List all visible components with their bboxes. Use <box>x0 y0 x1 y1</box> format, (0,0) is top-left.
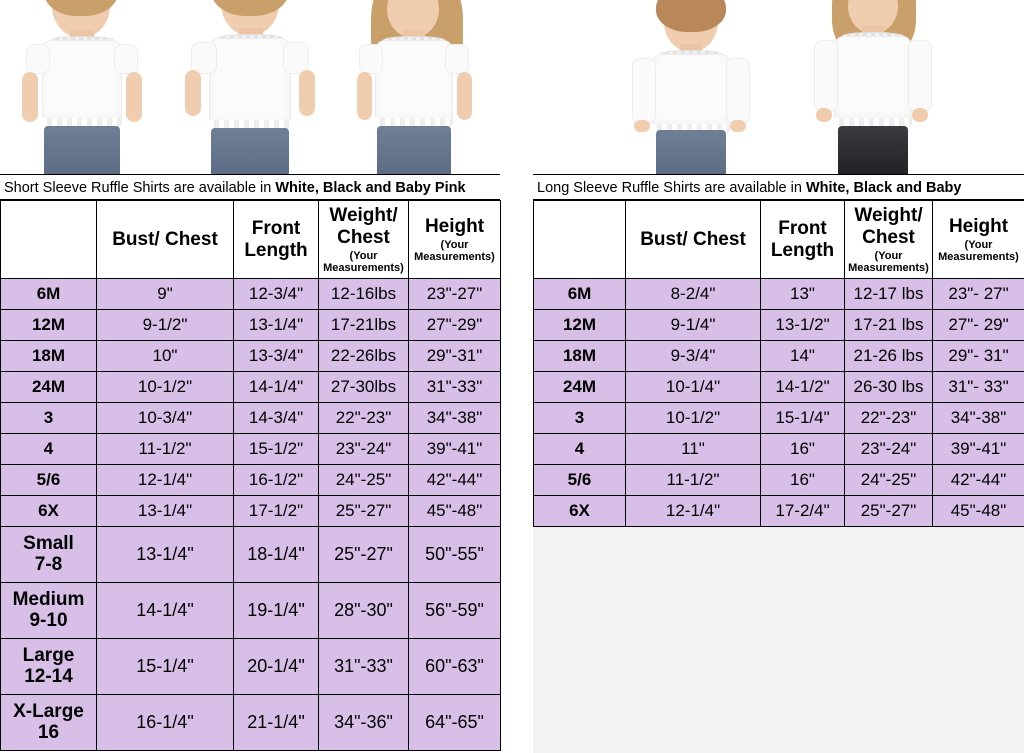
row-height: 31"-33" <box>409 372 501 403</box>
column-header-front-length <box>234 201 319 279</box>
row-front-length: 13" <box>761 279 845 310</box>
column-header-weight-chest <box>319 201 409 279</box>
row-front-length: 17-2/4" <box>761 496 845 527</box>
table-row <box>1 639 501 695</box>
table-row <box>534 496 1024 527</box>
row-front-length: 14-3/4" <box>234 403 319 434</box>
empty-area <box>533 527 1024 753</box>
long-sleeve-size-table <box>533 200 1024 527</box>
row-weight-chest: 25"-27" <box>845 496 933 527</box>
row-height: 64"-65" <box>409 695 501 751</box>
row-size-label: 3 <box>534 403 626 434</box>
long-sleeve-table-head <box>534 201 1024 279</box>
row-height: 56"-59" <box>409 583 501 639</box>
column-header-front-length-label: Front Length <box>771 218 834 261</box>
row-bust: 11-1/2" <box>626 465 761 496</box>
panel-gutter <box>500 0 533 725</box>
row-weight-chest: 25"-27" <box>319 496 409 527</box>
row-front-length: 21-1/4" <box>234 695 319 751</box>
row-bust: 9" <box>97 279 234 310</box>
row-size-label: 4 <box>1 434 97 465</box>
row-size-label: 5/6 <box>534 465 626 496</box>
row-front-length: 17-1/2" <box>234 496 319 527</box>
table-row <box>534 341 1024 372</box>
table-row <box>534 403 1024 434</box>
row-front-length: 19-1/4" <box>234 583 319 639</box>
column-header-height-sub: (Your Measurements) <box>935 240 1022 263</box>
row-height: 27"-29" <box>409 310 501 341</box>
row-height: 27"- 29" <box>933 310 1024 341</box>
row-bust: 10-3/4" <box>97 403 234 434</box>
row-bust: 13-1/4" <box>97 496 234 527</box>
row-height: 50"-55" <box>409 527 501 583</box>
row-weight-chest: 24"-25" <box>319 465 409 496</box>
column-header-height <box>409 201 501 279</box>
column-header-weight-chest-label: Weight/ Chest <box>854 205 922 248</box>
row-bust: 10-1/2" <box>97 372 234 403</box>
row-size-label: 24M <box>1 372 97 403</box>
column-header-weight-chest <box>845 201 933 279</box>
row-front-length: 18-1/4" <box>234 527 319 583</box>
row-height: 42"-44" <box>409 465 501 496</box>
short-sleeve-caption-prefix: Short Sleeve Ruffle Shirts are available in <box>4 180 275 196</box>
row-bust: 9-3/4" <box>626 341 761 372</box>
model-photo-3 <box>335 0 500 174</box>
row-weight-chest: 23"-24" <box>845 434 933 465</box>
column-header-weight-chest-sub: (Your Measurements) <box>847 251 930 274</box>
model-photo-2 <box>165 0 335 174</box>
table-row <box>1 496 501 527</box>
row-size-label: Small 7-8 <box>1 527 97 583</box>
table-row <box>1 527 501 583</box>
short-sleeve-photo-strip <box>0 0 500 174</box>
row-size-label: 12M <box>534 310 626 341</box>
column-header-bust <box>626 201 761 279</box>
column-header-height-sub: (Your Measurements) <box>411 240 498 263</box>
column-header-bust <box>97 201 234 279</box>
row-front-length: 13-1/2" <box>761 310 845 341</box>
row-size-label: 3 <box>1 403 97 434</box>
short-sleeve-caption-colors: White, Black and Baby Pink <box>275 180 465 196</box>
column-header-height-label: Height <box>425 216 484 237</box>
row-weight-chest: 21-26 lbs <box>845 341 933 372</box>
row-size-label: 4 <box>534 434 626 465</box>
row-front-length: 15-1/4" <box>761 403 845 434</box>
row-bust: 11-1/2" <box>97 434 234 465</box>
model-photo-5 <box>784 0 964 174</box>
row-front-length: 20-1/4" <box>234 639 319 695</box>
table-row <box>1 465 501 496</box>
column-header-height-label: Height <box>949 216 1008 237</box>
short-sleeve-table-head <box>1 201 501 279</box>
table-row <box>1 583 501 639</box>
row-weight-chest: 26-30 lbs <box>845 372 933 403</box>
table-row <box>1 341 501 372</box>
row-bust: 11" <box>626 434 761 465</box>
row-front-length: 16" <box>761 465 845 496</box>
long-sleeve-caption-colors: White, Black and Baby <box>806 180 962 196</box>
row-front-length: 16-1/2" <box>234 465 319 496</box>
row-front-length: 14" <box>761 341 845 372</box>
row-weight-chest: 12-17 lbs <box>845 279 933 310</box>
table-header-row <box>534 201 1024 279</box>
row-weight-chest: 22-26lbs <box>319 341 409 372</box>
row-size-label: 12M <box>1 310 97 341</box>
column-header-height <box>933 201 1024 279</box>
row-bust: 9-1/2" <box>97 310 234 341</box>
row-weight-chest: 31"-33" <box>319 639 409 695</box>
row-bust: 15-1/4" <box>97 639 234 695</box>
table-header-row <box>1 201 501 279</box>
row-weight-chest: 22"-23" <box>319 403 409 434</box>
row-weight-chest: 22"-23" <box>845 403 933 434</box>
long-sleeve-caption <box>533 174 1024 200</box>
short-sleeve-caption <box>0 174 500 200</box>
row-bust: 8-2/4" <box>626 279 761 310</box>
row-bust: 9-1/4" <box>626 310 761 341</box>
row-front-length: 16" <box>761 434 845 465</box>
row-front-length: 13-3/4" <box>234 341 319 372</box>
row-size-label: 6X <box>534 496 626 527</box>
short-sleeve-size-table <box>0 200 501 751</box>
row-weight-chest: 12-16lbs <box>319 279 409 310</box>
row-height: 29"-31" <box>409 341 501 372</box>
row-front-length: 15-1/2" <box>234 434 319 465</box>
row-weight-chest: 25"-27" <box>319 527 409 583</box>
row-front-length: 14-1/4" <box>234 372 319 403</box>
row-bust: 14-1/4" <box>97 583 234 639</box>
row-size-label: 18M <box>1 341 97 372</box>
row-size-label: 24M <box>534 372 626 403</box>
row-front-length: 13-1/4" <box>234 310 319 341</box>
row-height: 23"- 27" <box>933 279 1024 310</box>
column-header-bust-label: Bust/ Chest <box>640 229 746 250</box>
table-row <box>534 372 1024 403</box>
row-bust: 12-1/4" <box>97 465 234 496</box>
row-size-label: 5/6 <box>1 465 97 496</box>
row-height: 31"- 33" <box>933 372 1024 403</box>
row-height: 23"-27" <box>409 279 501 310</box>
row-weight-chest: 27-30lbs <box>319 372 409 403</box>
row-height: 34"-38" <box>933 403 1024 434</box>
table-row <box>1 372 501 403</box>
row-size-label: X-Large 16 <box>1 695 97 751</box>
row-height: 39"-41" <box>933 434 1024 465</box>
table-row <box>534 279 1024 310</box>
row-height: 45"-48" <box>409 496 501 527</box>
row-weight-chest: 17-21lbs <box>319 310 409 341</box>
row-size-label: 6M <box>534 279 626 310</box>
row-size-label: 6M <box>1 279 97 310</box>
table-row <box>534 465 1024 496</box>
row-size-label: 18M <box>534 341 626 372</box>
table-row <box>1 695 501 751</box>
row-bust: 10-1/4" <box>626 372 761 403</box>
row-size-label: Medium 9-10 <box>1 583 97 639</box>
table-row <box>1 403 501 434</box>
table-row <box>1 310 501 341</box>
table-row <box>1 434 501 465</box>
model-photo-1 <box>0 0 165 174</box>
model-photo-4 <box>594 0 784 174</box>
column-header-weight-chest-label: Weight/ Chest <box>329 205 397 248</box>
row-height: 39"-41" <box>409 434 501 465</box>
table-row <box>534 310 1024 341</box>
table-row <box>534 434 1024 465</box>
row-height: 29"- 31" <box>933 341 1024 372</box>
row-bust: 10-1/2" <box>626 403 761 434</box>
long-sleeve-panel <box>533 0 1024 725</box>
row-bust: 12-1/4" <box>626 496 761 527</box>
long-sleeve-caption-prefix: Long Sleeve Ruffle Shirts are available in <box>537 180 806 196</box>
row-bust: 10" <box>97 341 234 372</box>
row-weight-chest: 24"-25" <box>845 465 933 496</box>
column-header-bust-label: Bust/ Chest <box>112 229 218 250</box>
column-header-size <box>534 201 626 279</box>
row-bust: 13-1/4" <box>97 527 234 583</box>
row-height: 42"-44" <box>933 465 1024 496</box>
row-weight-chest: 28"-30" <box>319 583 409 639</box>
long-sleeve-photo-strip <box>533 0 1024 174</box>
short-sleeve-table-body <box>1 279 501 751</box>
long-sleeve-table-body <box>534 279 1024 527</box>
row-height: 60"-63" <box>409 639 501 695</box>
row-weight-chest: 34"-36" <box>319 695 409 751</box>
row-height: 45"-48" <box>933 496 1024 527</box>
row-bust: 16-1/4" <box>97 695 234 751</box>
row-weight-chest: 23"-24" <box>319 434 409 465</box>
row-front-length: 14-1/2" <box>761 372 845 403</box>
column-header-size <box>1 201 97 279</box>
row-height: 34"-38" <box>409 403 501 434</box>
column-header-front-length <box>761 201 845 279</box>
table-row <box>1 279 501 310</box>
row-weight-chest: 17-21 lbs <box>845 310 933 341</box>
row-front-length: 12-3/4" <box>234 279 319 310</box>
column-header-front-length-label: Front Length <box>244 218 307 261</box>
column-header-weight-chest-sub: (Your Measurements) <box>321 251 406 274</box>
row-size-label: 6X <box>1 496 97 527</box>
row-size-label: Large 12-14 <box>1 639 97 695</box>
short-sleeve-panel <box>0 0 500 725</box>
